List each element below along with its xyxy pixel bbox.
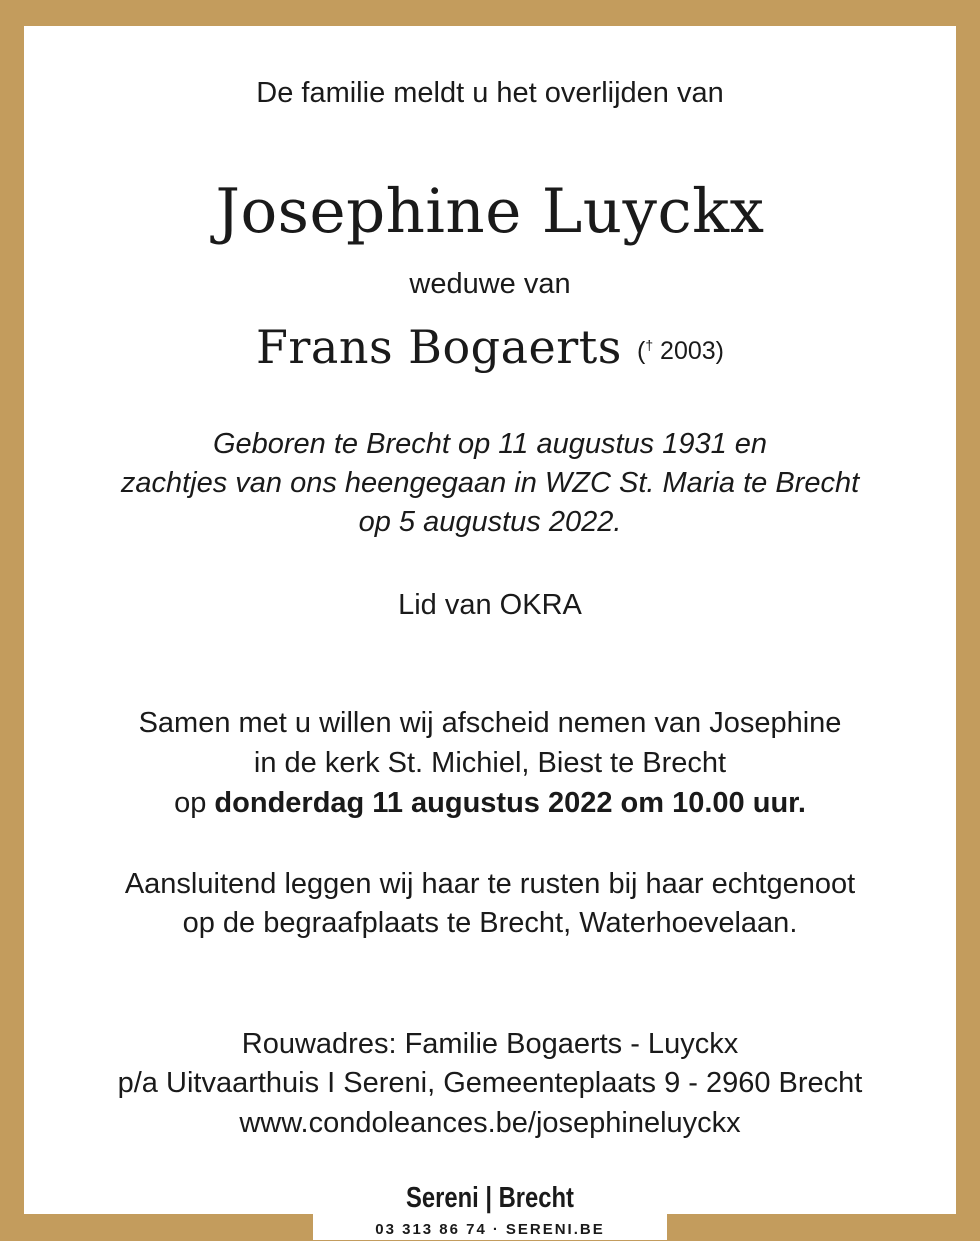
condolence-link[interactable]: www.condoleances.be/josephineluyckx: [239, 1107, 741, 1139]
farewell-line-3: [0, 783, 980, 823]
farewell-prefix: op: [174, 787, 215, 819]
deceased-name: Josephine Luyckx: [215, 176, 765, 247]
birth-line-2: zachtjes van ons heengegaan in WZC St. Maria te Brecht: [120, 467, 860, 499]
birth-line-1: Geboren te Brecht op 11 augustus 1931 en: [212, 428, 768, 460]
relation-text: weduwe van: [409, 268, 571, 300]
birth-line-3: op 5 augustus 2022.: [358, 506, 622, 538]
farewell-line-2: in de kerk St. Michiel, Biest te Brecht: [253, 747, 727, 779]
membership-text: Lid van OKRA: [398, 589, 582, 621]
address-line-1: Rouwadres: Familie Bogaerts - Luyckx: [241, 1028, 739, 1060]
farewell-line-1: Samen met u willen wij afscheid nemen van Josephine: [138, 707, 842, 739]
footer-phone[interactable]: 03 313 86 74: [375, 1221, 487, 1238]
intro-text: De familie meldt u het overlijden van: [256, 77, 724, 109]
spouse-death-open: (: [636, 337, 646, 365]
spouse-death-year: 2003): [653, 337, 724, 365]
brand-logo: Sereni | Brecht: [406, 1182, 574, 1214]
spouse-line: [0, 313, 980, 383]
footer-website[interactable]: SERENI.BE: [505, 1221, 605, 1238]
spouse-name: Frans Bogaerts: [256, 320, 622, 374]
cross-icon: †: [645, 337, 654, 353]
footer-contact: [0, 1219, 980, 1241]
farewell-date-time: donderdag 11 augustus 2022 om 10.00 uur.: [214, 787, 806, 819]
spouse-death-date: [637, 337, 724, 365]
footer-separator: ·: [492, 1221, 500, 1238]
address-line-2: p/a Uitvaarthuis I Sereni, Gemeenteplaats 9 - 2960 Brecht: [117, 1067, 863, 1099]
burial-line-1: Aansluitend leggen wij haar te rusten bij haar echtgenoot: [124, 868, 856, 900]
burial-line-2: op de begraafplaats te Brecht, Waterhoevelaan.: [182, 907, 798, 939]
